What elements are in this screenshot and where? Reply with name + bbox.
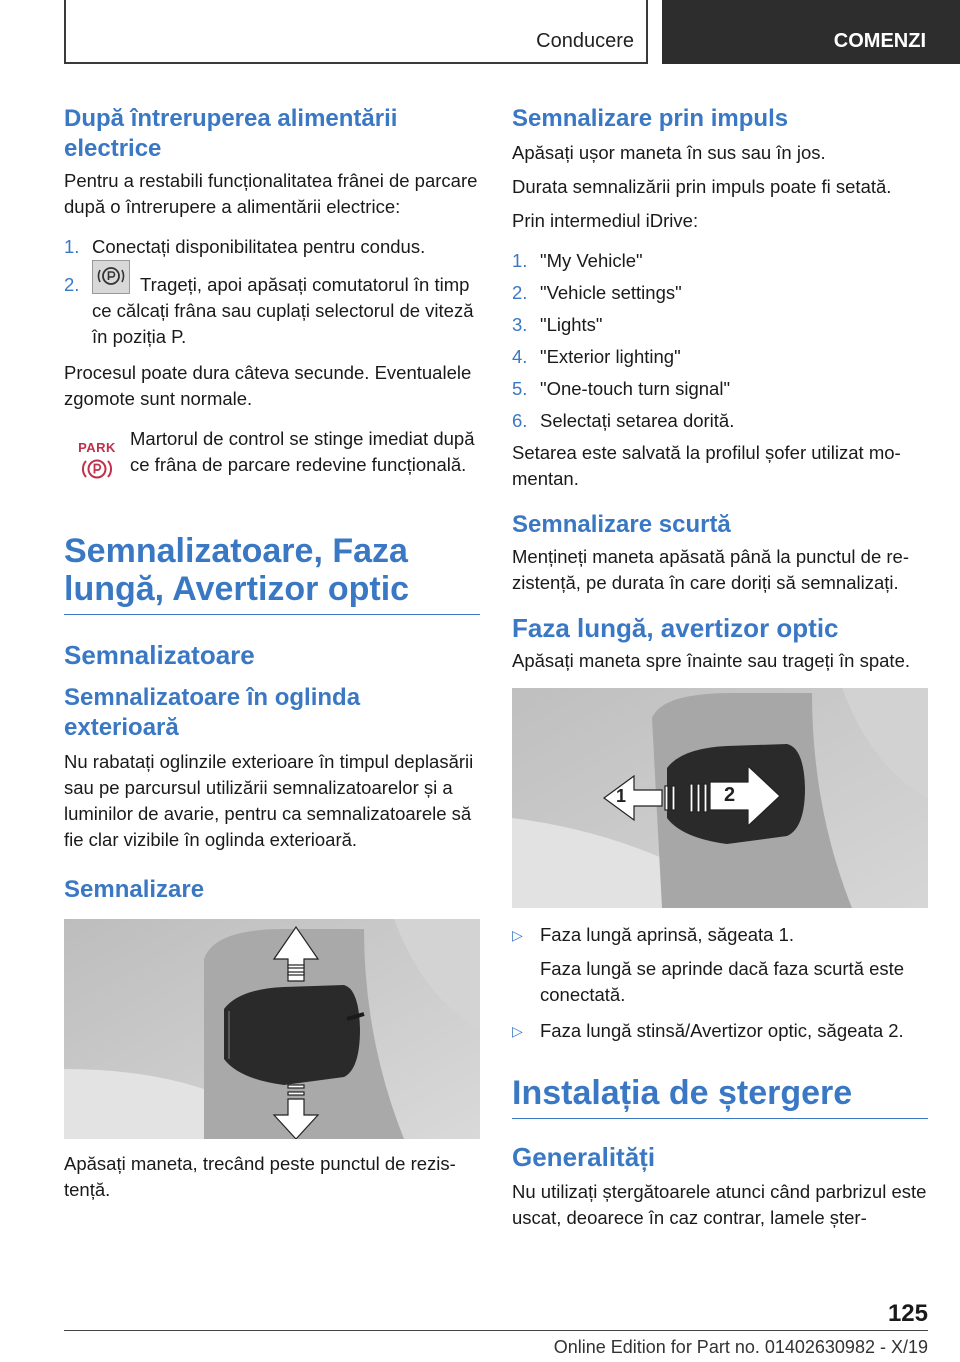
paragraph-signal: Apăsați maneta, trecând peste punctul de rezistență. — [64, 1153, 456, 1200]
paragraph-process: Procesul poate dura câteva secunde. Eventualele zgomote sunt normale. — [64, 362, 472, 409]
paragraph-mirror: Nu rabatați oglinzile exterioare în timpul deplasării sau pe parcursul utilizării semnalizatoarelor și a luminilor de avarie, pentru ca semnalizatoarele să fie clar vizibile în oglinda exterioară. — [64, 751, 474, 850]
list-text: "My Vehicle" — [540, 250, 643, 271]
header-chapter-title: COMENZI — [833, 30, 926, 52]
list-number: 2. — [64, 274, 80, 295]
list-number: 2. — [512, 282, 528, 303]
idrive-steps-list — [512, 248, 928, 434]
footer-divider — [64, 1330, 928, 1331]
bullet-subtext: Faza lungă se aprinde dacă faza scurtă este conectată. — [540, 958, 905, 1005]
bullet-text: Faza lungă aprinsă, săgeata 1. — [540, 924, 795, 945]
heading-after-power-loss: După întreruperea alimentării electrice — [64, 105, 398, 162]
list-item — [512, 408, 928, 434]
park-indicator-icon — [64, 426, 130, 488]
list-item — [512, 312, 928, 338]
list-number: 5. — [512, 378, 528, 399]
header-section-title: Conducere — [536, 30, 634, 52]
paragraph-impulse-1: Apăsați ușor maneta în sus sau în jos. — [512, 142, 826, 163]
arrow-label-1: 1 — [616, 786, 627, 806]
list-number: 1. — [512, 250, 528, 271]
list-item — [512, 1018, 928, 1044]
park-indicator-note — [64, 426, 480, 488]
heading-turn-signals: Semnalizatoare — [64, 640, 255, 670]
list-item — [512, 280, 928, 306]
list-text: Trageți, apoi apăsați comutatorul în timp ce călcați frâna sau cuplați selectorul de viteză în poziția P. — [92, 274, 474, 347]
high-beam-stalk-image — [512, 688, 928, 908]
paragraph-high-beam: Apăsați maneta spre înainte sau trageți în spate. — [512, 650, 910, 671]
list-text: "One-touch turn signal" — [540, 378, 731, 399]
list-text: "Vehicle settings" — [540, 282, 682, 303]
heading-signalling: Semnalizare — [64, 876, 205, 903]
bullet-marker: ▷ — [512, 1023, 523, 1039]
list-text: Selectați setarea dorită. — [540, 410, 735, 431]
list-item — [512, 376, 928, 402]
list-text: "Exterior lighting" — [540, 346, 681, 367]
list-item — [64, 272, 480, 350]
parking-brake-switch-icon — [92, 260, 130, 294]
paragraph-general: Nu utilizați ștergătoarele atunci când parbrizul este uscat, deoarece în caz contrar, lamele șter- — [512, 1181, 927, 1228]
turn-signal-stalk-image — [64, 919, 480, 1139]
paragraph-short-signal: Mențineți maneta apăsată până la punctul de rezistență, pe durata în care doriți să semnalizați. — [512, 546, 909, 593]
heading-mirror-signals: Semnalizatoare în oglinda exterioară — [64, 684, 361, 741]
heading-high-beam: Faza lungă, avertizor optic — [512, 613, 839, 643]
paragraph-impulse-3: Prin intermediul iDrive: — [512, 210, 699, 231]
list-item — [512, 922, 928, 1008]
paragraph-saved: Setarea este salvată la profilul șofer utilizat momentan. — [512, 442, 901, 489]
list-number: 4. — [512, 346, 528, 367]
heading-general: Generalități — [512, 1142, 656, 1172]
list-item — [512, 248, 928, 274]
paragraph-power-loss: Pentru a restabili funcționalitatea frânei de parcare după o întrerupere a alimentării electrice: — [64, 170, 478, 217]
list-item — [512, 344, 928, 370]
heading-short-signal: Semnalizare scurtă — [512, 511, 731, 538]
heading-signals: Semnalizatoare, Faza lungă, Avertizor optic — [64, 532, 480, 615]
heading-wiper: Instalația de ștergere — [512, 1074, 928, 1119]
right-column — [512, 104, 928, 1231]
heading-impulse: Semnalizare prin impuls — [512, 105, 789, 132]
header-chapter-tab — [662, 0, 960, 64]
list-number: 6. — [512, 410, 528, 431]
list-number: 3. — [512, 314, 528, 335]
list-number: 1. — [64, 236, 80, 257]
page-number: 125 — [887, 1300, 928, 1327]
list-text: "Lights" — [540, 314, 603, 335]
list-item — [64, 234, 480, 260]
arrow-label-2: 2 — [724, 784, 736, 806]
park-icon-label: PARK — [78, 440, 116, 455]
header-section-tab — [64, 0, 648, 64]
paragraph-impulse-2: Durata semnalizării prin impuls poate fi setată. — [512, 176, 892, 197]
bullet-marker: ▷ — [512, 927, 523, 943]
bullet-text: Faza lungă stinsă/Avertizor optic, săgeata 2. — [540, 1020, 904, 1041]
list-text: Conectați disponibilitatea pentru condus. — [92, 236, 426, 257]
footer-edition: Online Edition for Part no. 01402630982 - X/19 — [553, 1337, 928, 1357]
park-note-text: Martorul de control se stinge imediat după ce frâna de parcare redevine funcțională. — [130, 428, 475, 475]
left-column — [64, 104, 480, 1203]
